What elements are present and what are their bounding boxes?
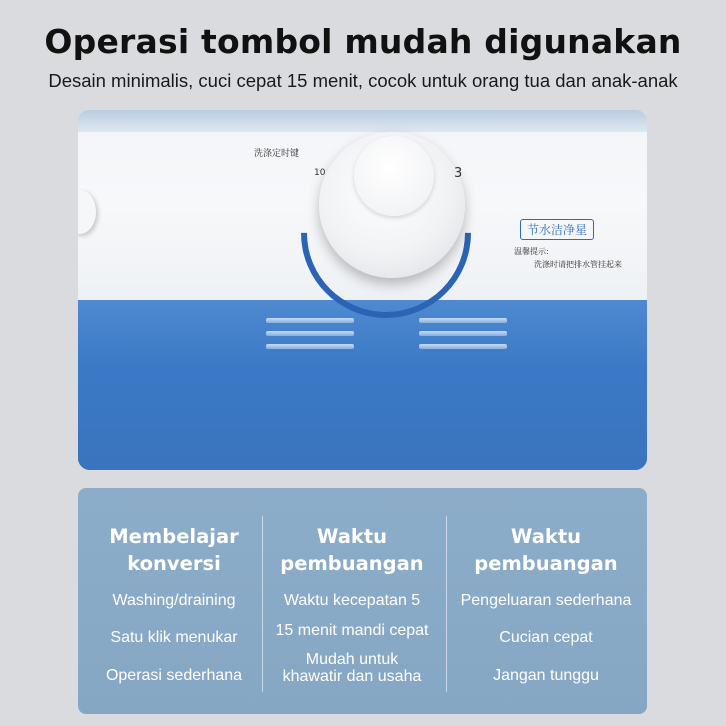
page-subtitle: Desain minimalis, cuci cepat 15 menit, cocok untuk orang tua dan anak-anak [48, 70, 678, 91]
feature-item: Pengeluaran sederhana [460, 592, 632, 609]
vent-slot [266, 344, 354, 349]
feature-item: Cucian cepat [499, 629, 593, 646]
tip-text: 洗涤时请把排水管挂起来 [534, 260, 622, 269]
feature-heading-line: pembuangan [474, 552, 618, 575]
feature-item: Jangan tunggu [493, 667, 599, 684]
feature-heading [270, 523, 434, 577]
lid-rim [78, 110, 647, 132]
vent-slot [419, 331, 507, 336]
column-divider [446, 516, 447, 692]
features-panel [78, 488, 647, 714]
feature-item: khawatir dan usaha [282, 668, 422, 685]
knob-number-left: 10 [314, 168, 326, 178]
feature-heading-line: Waktu [316, 525, 388, 548]
feature-item: Operasi sederhana [105, 667, 243, 684]
feature-heading [450, 523, 642, 577]
feature-heading-line: Membelajar [109, 525, 239, 548]
tip-title: 温馨提示: [514, 247, 549, 256]
feature-column [90, 488, 258, 714]
page-title: Operasi tombol mudah digunakan [44, 22, 682, 61]
feature-column [450, 488, 642, 714]
feature-item: 15 menit mandi cepat [275, 622, 429, 639]
feature-item: Washing/draining [112, 592, 236, 609]
knob-number-right: 3 [454, 166, 463, 181]
machine-body [78, 300, 647, 470]
vent-slot [266, 318, 354, 323]
feature-item: Mudah untuk [305, 651, 399, 668]
feature-item: Satu klik menukar [110, 629, 238, 646]
feature-heading-line: pembuangan [280, 552, 424, 575]
timer-knob-cap [354, 136, 434, 216]
column-divider [262, 516, 263, 692]
feature-heading [90, 523, 258, 577]
feature-heading-line: konversi [127, 552, 221, 575]
product-photo [78, 110, 647, 470]
brand-stamp: 节水洁净星 [520, 219, 594, 240]
timer-label: 洗涤定时键 [254, 149, 300, 159]
vent-slot [419, 318, 507, 323]
feature-heading-line: Waktu [510, 525, 582, 548]
vent-slot [419, 344, 507, 349]
feature-item: Waktu kecepatan 5 [283, 592, 421, 609]
feature-column [270, 488, 434, 714]
vent-slot [266, 331, 354, 336]
